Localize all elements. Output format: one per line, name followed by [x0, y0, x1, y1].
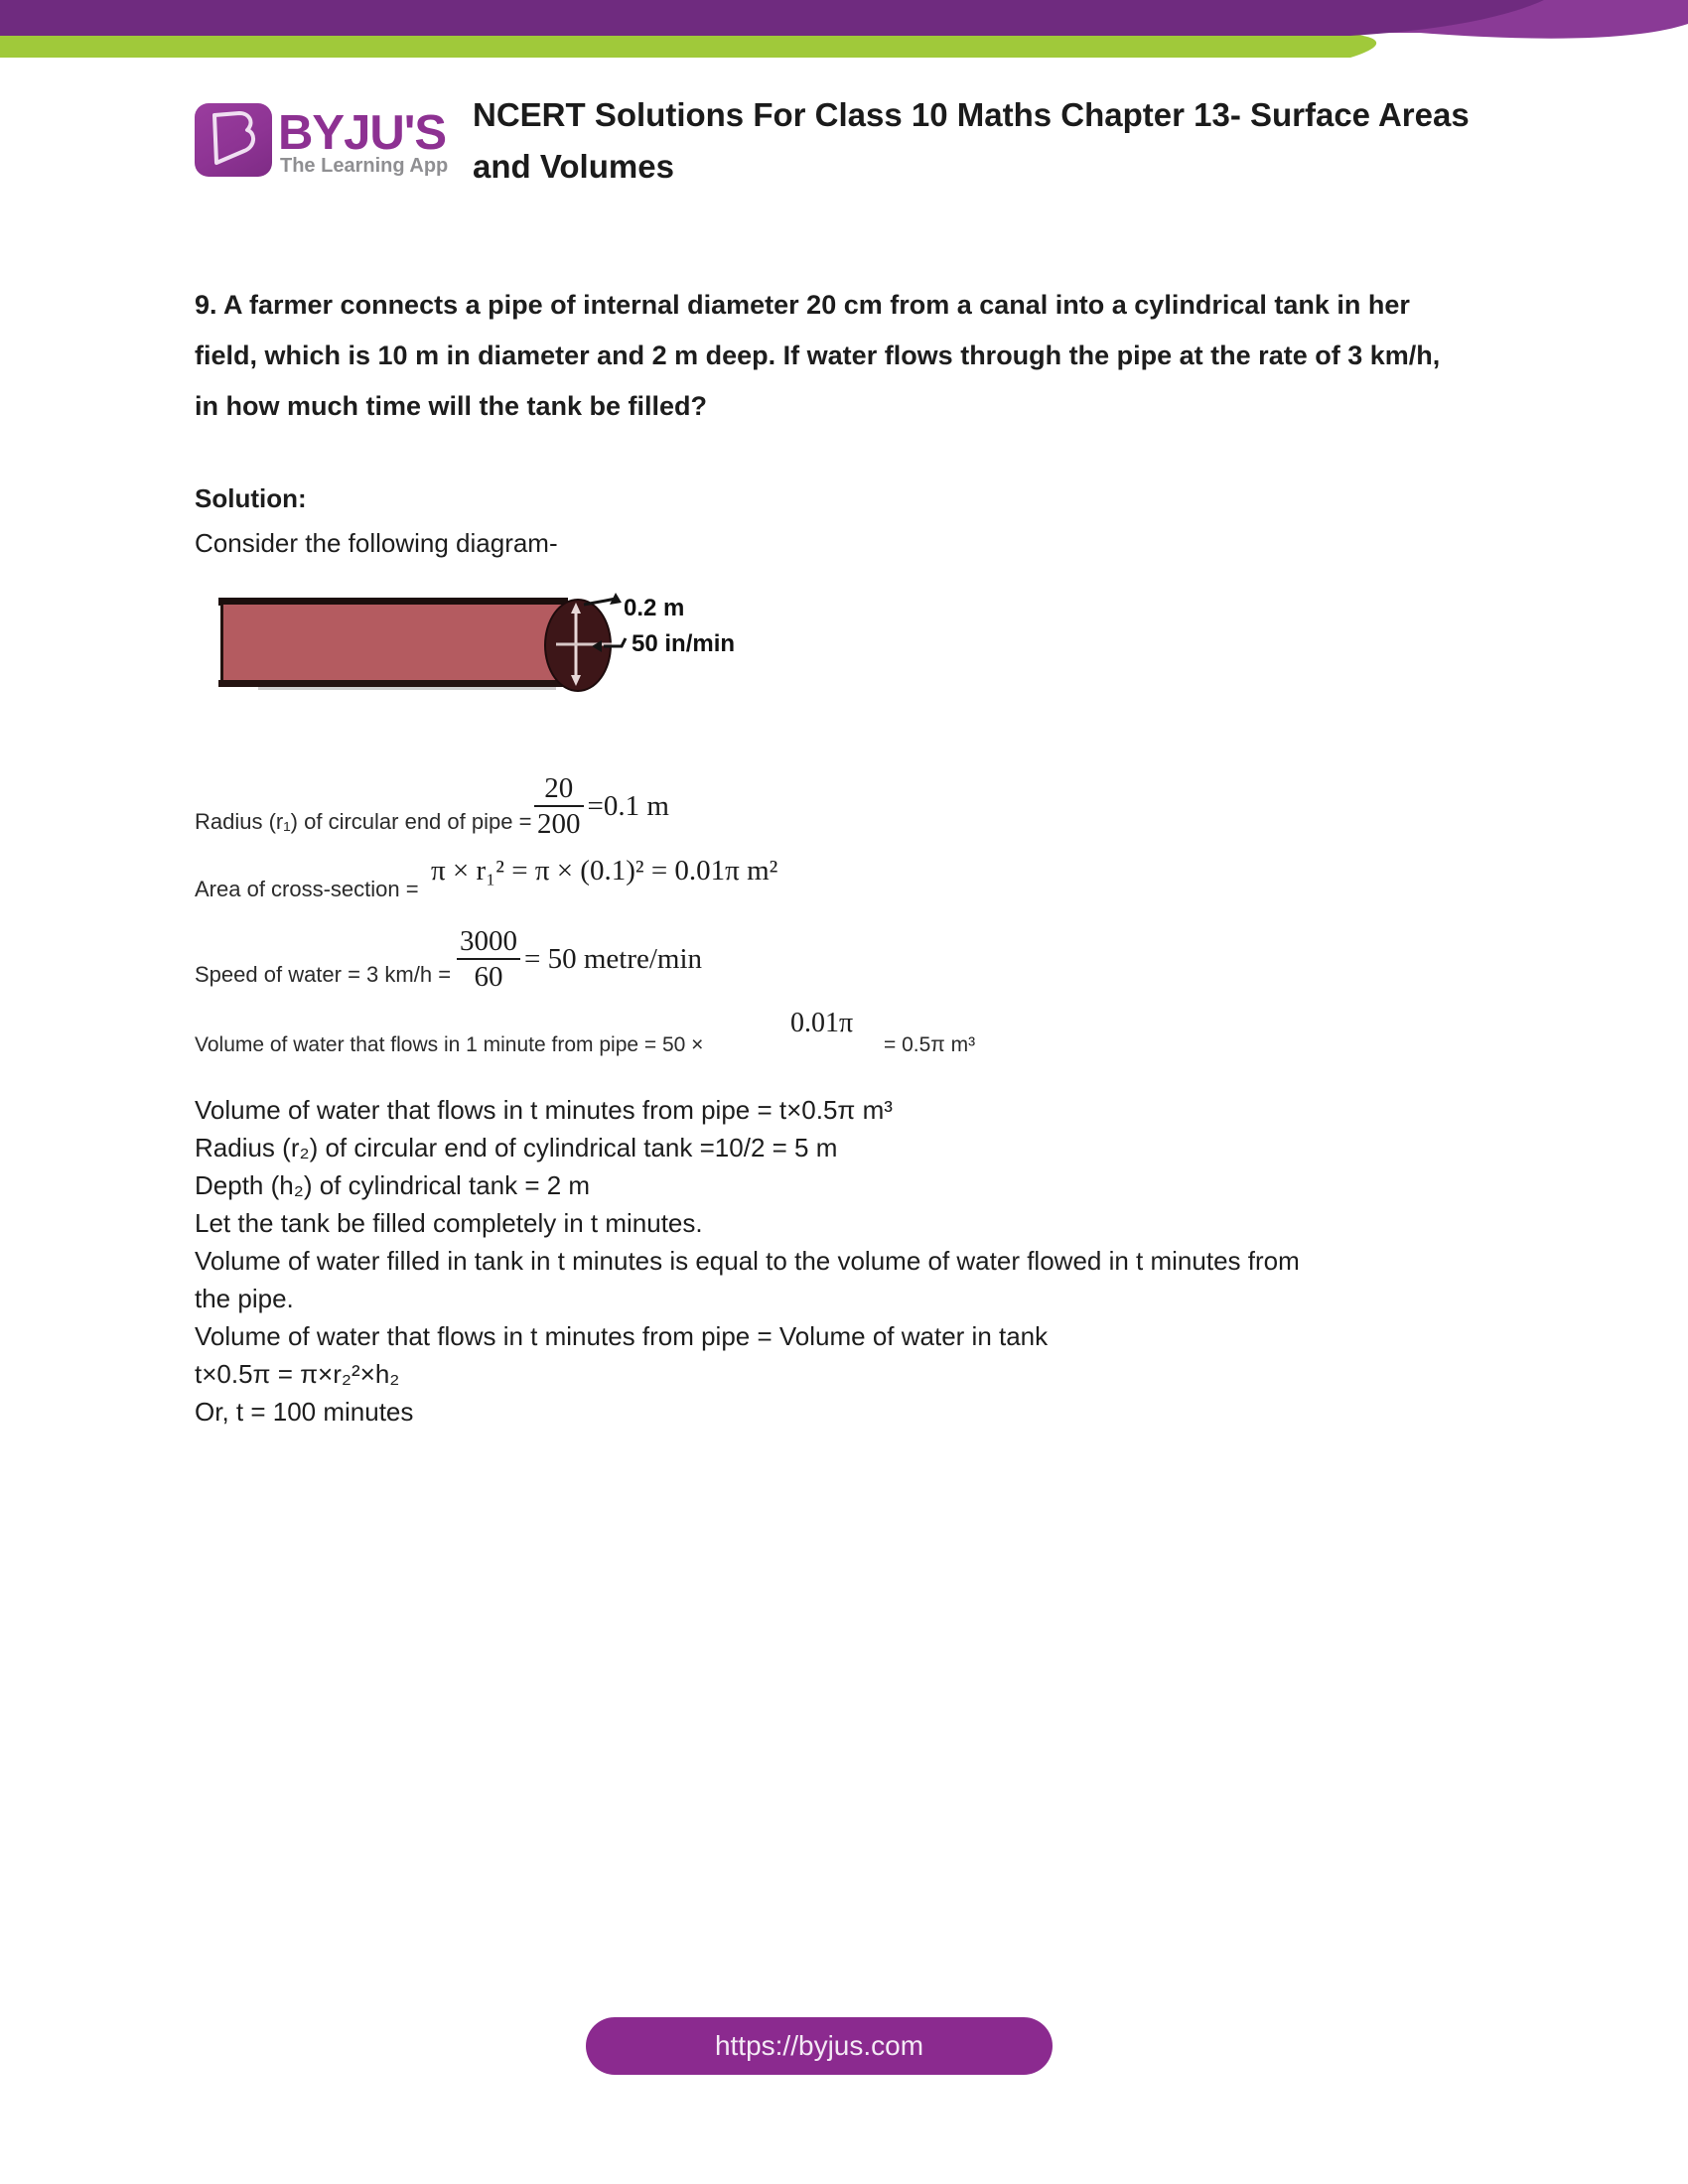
- flow-lead-text: Volume of water that flows in 1 minute from pipe = 50 ×: [195, 1033, 704, 1056]
- step-line-5: Volume of water filled in tank in t minutes is equal to the volume of water flowed in t minutes from the pipe.: [195, 1246, 1300, 1313]
- diameter-arrow-head-bottom: [571, 675, 581, 686]
- speed-numerator: 3000: [460, 925, 517, 957]
- fraction-bar: [457, 958, 520, 960]
- speed-fraction: [457, 926, 520, 993]
- speed-lead-text: Speed of water = 3 km/h =: [195, 962, 452, 987]
- area-lead-text: Area of cross-section =: [195, 877, 419, 901]
- flow-result: = 0.5π m³: [884, 1033, 976, 1056]
- radius-denominator: 200: [537, 808, 581, 841]
- pipe-diagram: [214, 585, 771, 714]
- step-line-8: Or, t = 100 minutes: [195, 1397, 414, 1427]
- document-content: [195, 280, 1485, 1431]
- speed-denominator: 60: [474, 961, 503, 994]
- step-line-3: Depth (h₂) of cylindrical tank = 2 m: [195, 1170, 591, 1200]
- logo-mark-icon: [195, 103, 272, 177]
- leader-head-speed: [592, 640, 602, 652]
- byjus-logo[interactable]: [195, 103, 483, 183]
- banner-purple-band: [0, 0, 1544, 36]
- logo-tagline: The Learning App: [280, 155, 449, 177]
- top-decorative-banner: [0, 0, 1688, 79]
- solution-label: Solution:: [195, 483, 307, 513]
- math-row-flow: [195, 1010, 1485, 1057]
- area-expression: π × r₁² = π × (0.1)² = 0.01π m²: [431, 855, 778, 887]
- radius-lead-text: Radius (r₁) of circular end of pipe =: [195, 809, 532, 834]
- speed-expression: [453, 926, 702, 993]
- math-row-radius: [195, 772, 1485, 841]
- radius-numerator: 20: [544, 772, 574, 804]
- footer-url-text: https://byjus.com: [714, 2030, 924, 2061]
- logo-wordmark: BYJU'S: [278, 106, 447, 160]
- diagram-label-speed: 50 in/min: [632, 630, 736, 657]
- flow-expression: 0.01π: [790, 1008, 854, 1038]
- fraction-bar: [534, 805, 584, 807]
- footer-url-button[interactable]: [586, 2017, 1053, 2075]
- leader-line-speed: [604, 638, 626, 646]
- diameter-arrow-head-top: [571, 603, 581, 614]
- speed-result: = 50 metre/min: [524, 942, 703, 975]
- step-line-6: Volume of water that flows in t minutes from pipe = Volume of water in tank: [195, 1321, 1049, 1351]
- consider-diagram-line: Consider the following diagram-: [195, 528, 558, 558]
- solution-steps: [195, 1091, 1485, 1431]
- step-line-4: Let the tank be filled completely in t minutes.: [195, 1208, 703, 1238]
- page-title: NCERT Solutions For Class 10 Maths Chapter 13- Surface Areas and Volumes: [473, 96, 1470, 185]
- radius-fraction: [534, 773, 584, 840]
- math-row-speed: [195, 925, 1485, 994]
- step-line-2: Radius (r₂) of circular end of cylindrical tank =10/2 = 5 m: [195, 1133, 838, 1162]
- page-header: [195, 89, 1515, 189]
- radius-result: =0.1 m: [587, 789, 669, 822]
- question-text: 9. A farmer connects a pipe of internal diameter 20 cm from a canal into a cylindrical tank in her field, which is 10 m in diameter and 2 m deep. If water flows through the pipe at the rate of 3 km/h, in how much time will the tank be filled?: [195, 290, 1441, 421]
- b-monogram-icon: [207, 111, 260, 169]
- step-line-7: t×0.5π = π×r₂²×h₂: [195, 1359, 400, 1389]
- radius-expression: [530, 773, 669, 840]
- step-line-1: Volume of water that flows in t minutes from pipe = t×0.5π m³: [195, 1095, 893, 1125]
- banner-green-band: [0, 33, 1376, 58]
- diagram-label-diameter: 0.2 m: [624, 595, 685, 621]
- math-row-area: [195, 855, 1485, 902]
